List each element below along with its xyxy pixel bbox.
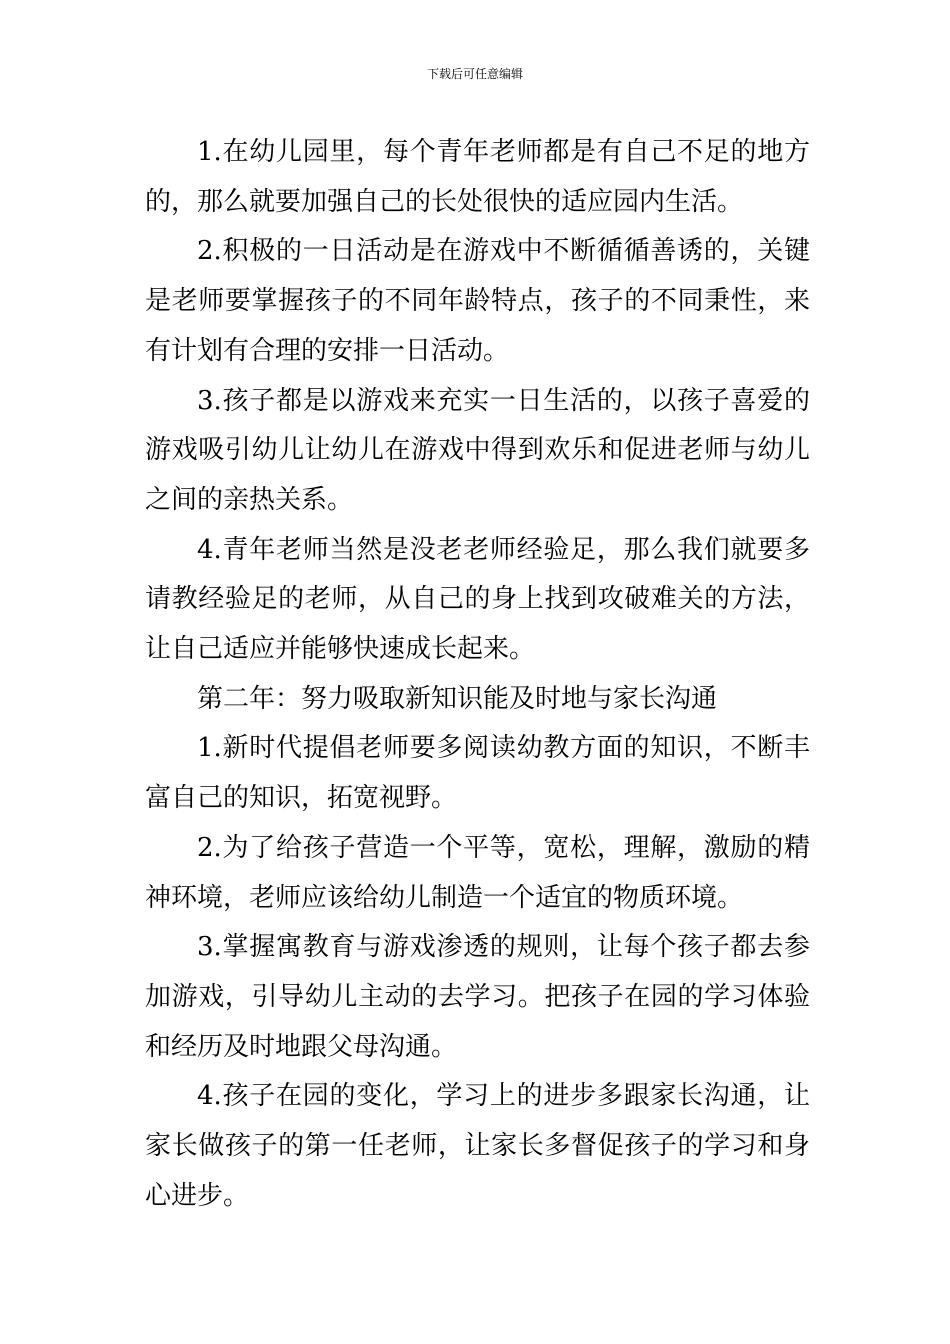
paragraph-7: 3.掌握寓教育与游戏渗透的规则，让每个孩子都去参加游戏，引导幼儿主动的去学习。把孩子在园的学习体验和经历及时地跟父母沟通。 (145, 932, 810, 1062)
document-body (145, 128, 810, 1221)
paragraph-2: 2.积极的一日活动是在游戏中不断循循善诱的，关键是老师要掌握孩子的不同年龄特点，孩子的不同秉性，来有计划有合理的安排一日活动。 (145, 236, 810, 366)
paragraph-8: 4.孩子在园的变化，学习上的进步多跟家长沟通，让家长做孩子的第一任老师，让家长多督促孩子的学习和身心进步。 (145, 1081, 810, 1211)
paragraph-3: 3.孩子都是以游戏来充实一日生活的，以孩子喜爱的游戏吸引幼儿让幼儿在游戏中得到欢乐和促进老师与幼儿之间的亲热关系。 (145, 385, 810, 515)
paragraph-1: 1.在幼儿园里，每个青年老师都是有自己不足的地方的，那么就要加强自己的长处很快的适应园内生活。 (145, 137, 810, 217)
paragraph-4: 4.青年老师当然是没老老师经验足，那么我们就要多请教经验足的老师，从自己的身上找到攻破难关的方法，让自己适应并能够快速成长起来。 (145, 534, 810, 665)
section-heading-year-two: 第二年：努力吸取新知识能及时地与家长沟通 (197, 683, 718, 714)
paragraph-5: 1.新时代提倡老师要多阅读幼教方面的知识，不断丰富自己的知识，拓宽视野。 (145, 733, 810, 814)
page-header-note: 下载后可任意编辑 (426, 67, 523, 81)
paragraph-6: 2.为了给孩子营造一个平等，宽松，理解，激励的精神环境，老师应该给幼儿制造一个适宜的物质环境。 (145, 832, 810, 913)
